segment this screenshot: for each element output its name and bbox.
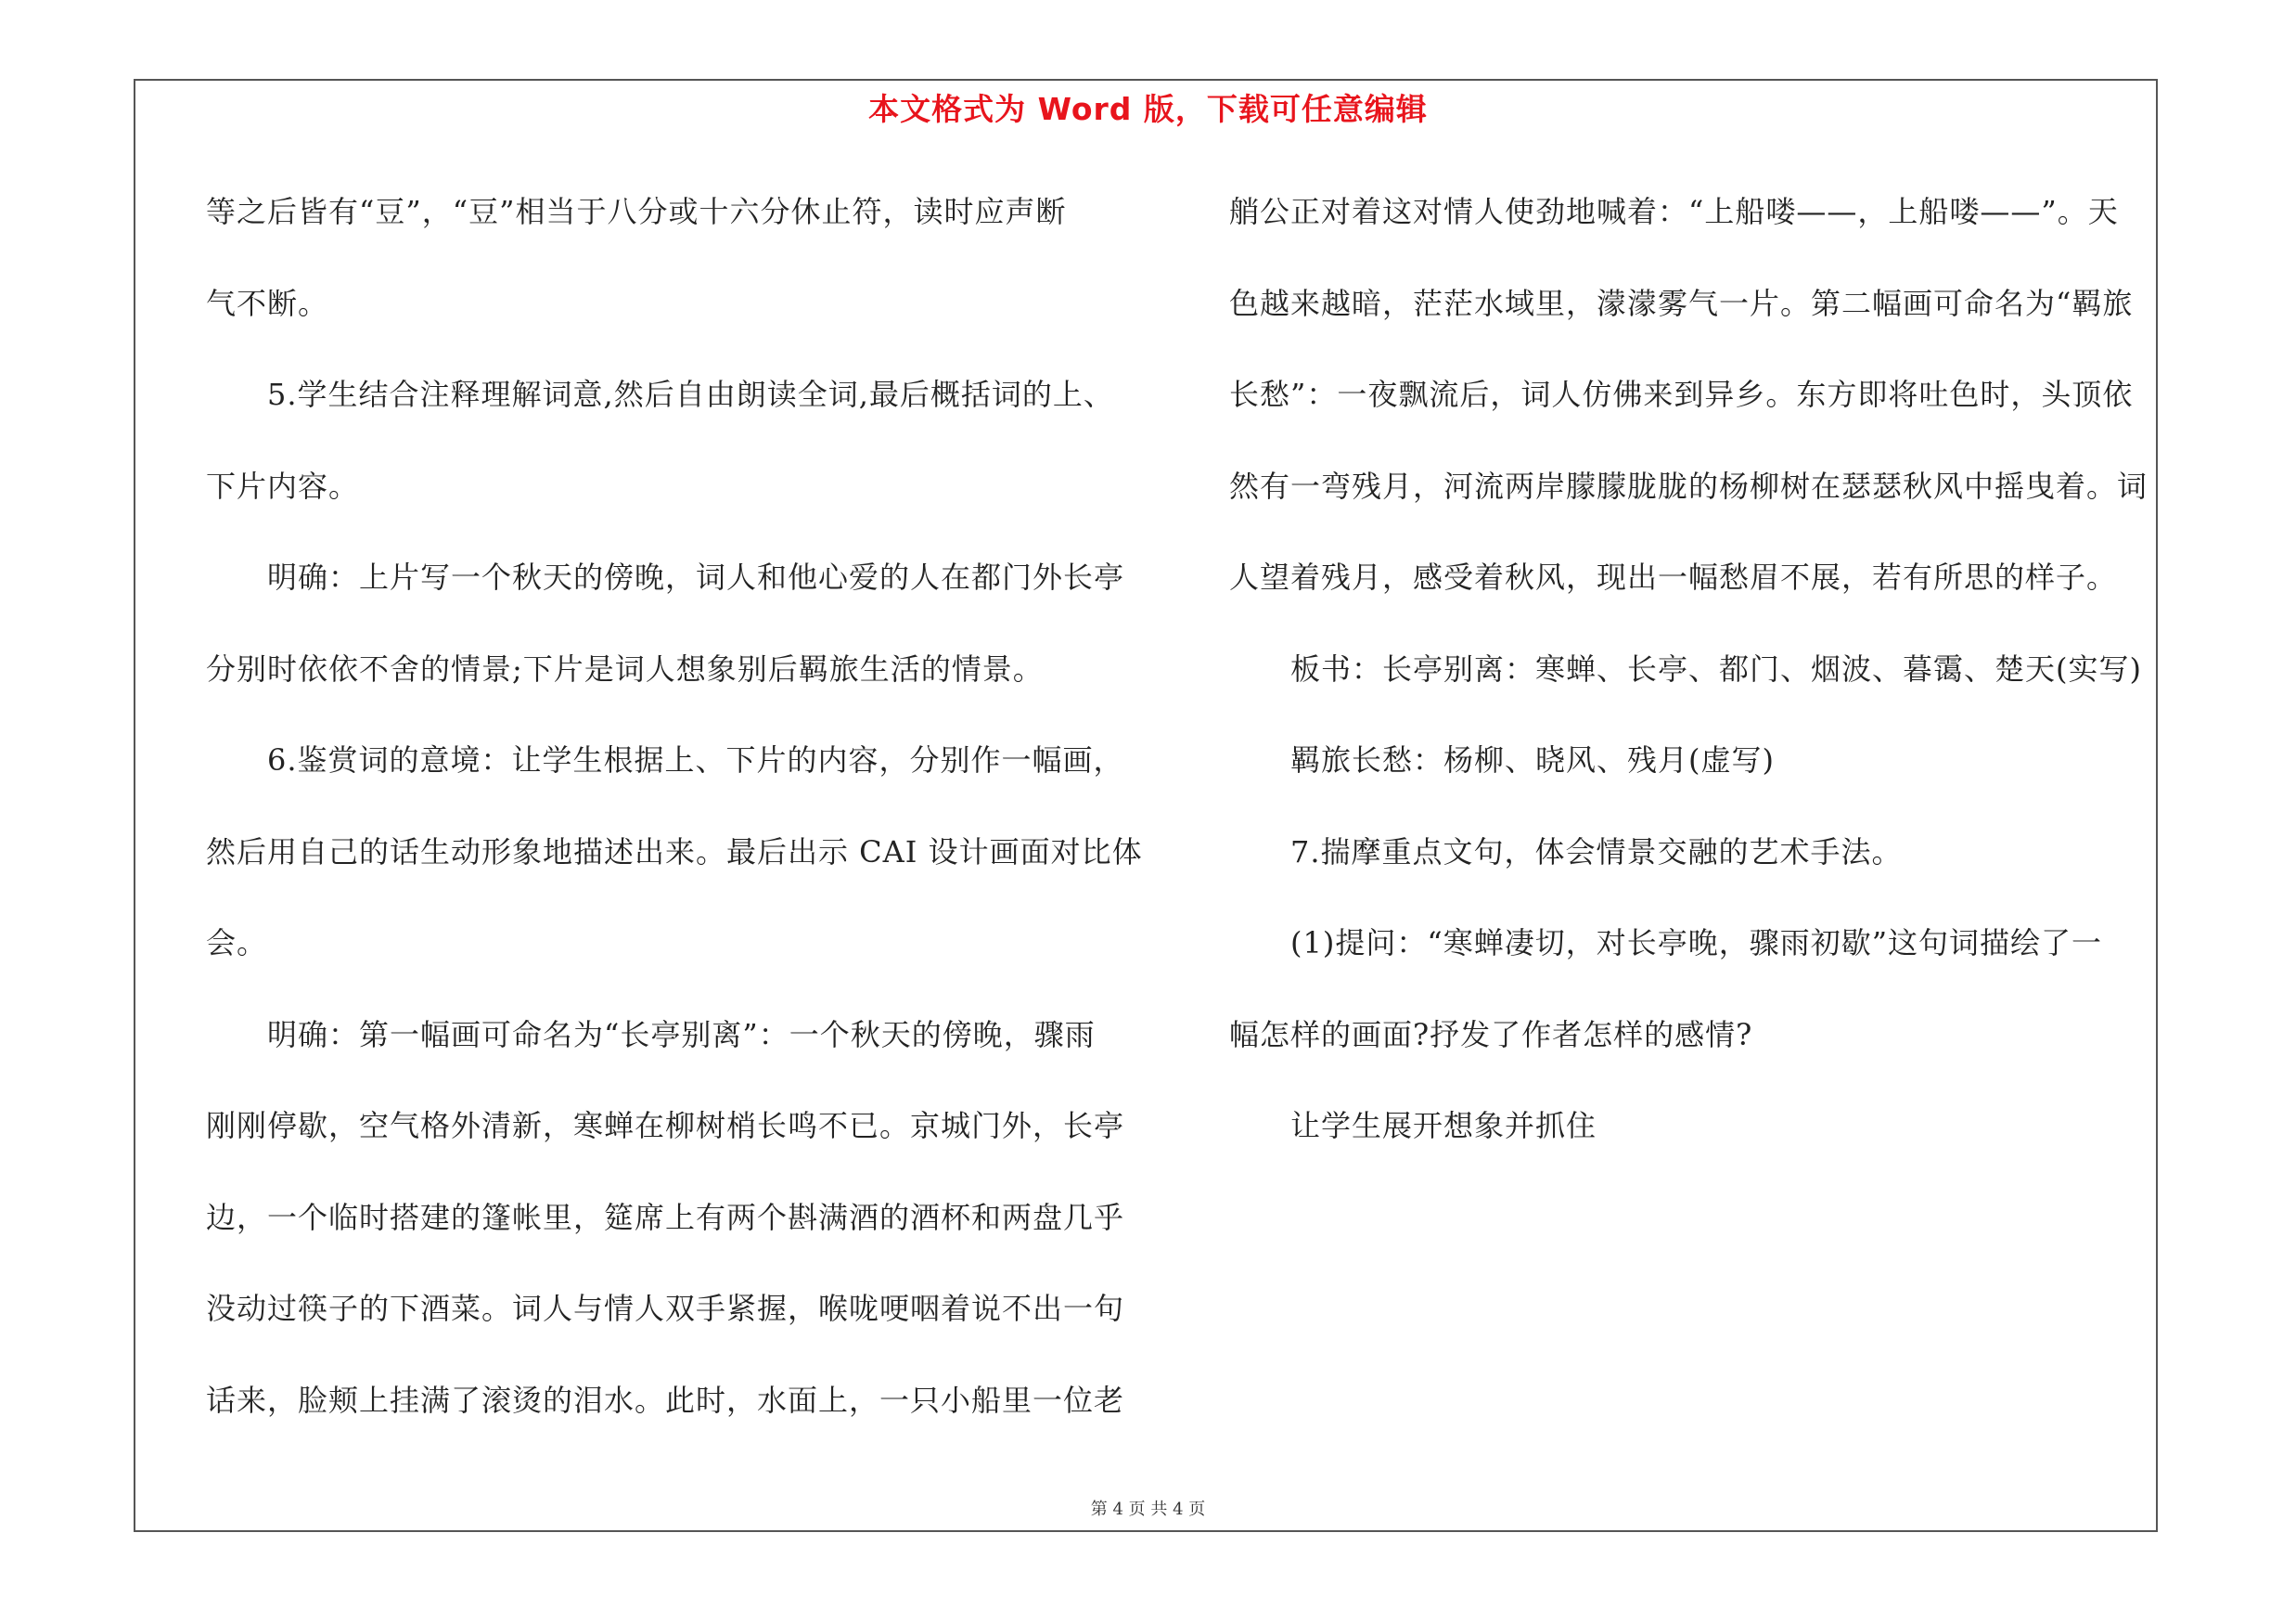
left-line-7: 6.鉴赏词的意境：让学生根据上、下片的内容，分别作一幅画，: [267, 742, 1124, 778]
right-line-4: 然有一弯残月，河流两岸朦朦胧胧的杨柳树在瑟瑟秋风中摇曳着。词: [1229, 468, 2148, 504]
right-line-2: 色越来越暗，茫茫水域里，濛濛雾气一片。第二幅画可命名为“羁旅: [1229, 285, 2134, 321]
left-line-4: 下片内容。: [206, 468, 360, 504]
left-line-10: 明确：第一幅画可命名为“长亭别离”：一个秋天的傍晚，骤雨: [267, 1016, 1096, 1052]
left-line-5: 明确：上片写一个秋天的傍晚，词人和他心爱的人在都门外长亭: [267, 560, 1125, 595]
page-number: 第 4 页 共 4 页: [1090, 1500, 1206, 1519]
left-line-1: 等之后皆有“豆”，“豆”相当于八分或十六分休止符，读时应声断: [206, 194, 1067, 229]
right-column: [1229, 184, 2161, 1190]
right-line-11: 让学生展开想象并抓住: [1290, 1108, 1597, 1143]
right-line-5: 人望着残月，感受着秋风，现出一幅愁眉不展，若有所思的样子。: [1229, 560, 2118, 595]
right-line-6: 板书：长亭别离：寒蝉、长亭、都门、烟波、暮霭、楚天(实写): [1290, 650, 2142, 687]
left-line-11: 刚刚停歇，空气格外清新，寒蝉在柳树梢长鸣不已。京城门外，长亭: [206, 1108, 1125, 1143]
right-line-3: 长愁”：一夜飘流后，词人仿佛来到异乡。东方即将吐色时，头顶依: [1229, 377, 2134, 412]
document-banner: 本文格式为 Word 版，下载可任意编辑: [868, 91, 1428, 127]
left-line-14: 话来，脸颊上挂满了滚烫的泪水。此时，水面上，一只小船里一位老: [206, 1382, 1125, 1418]
left-line-8: 然后用自己的话生动形象地描述出来。最后出示 CAI 设计画面对比体: [206, 833, 1143, 869]
left-line-3: 5.学生结合注释理解词意,然后自由朗读全词,最后概括词的上、: [267, 377, 1114, 412]
right-line-9: (1)提问：“寒蝉凄切，对长亭晚，骤雨初歇”这句词描绘了一: [1290, 925, 2103, 960]
right-line-1: 艄公正对着这对情人使劲地喊着：“上船喽——，上船喽——”。天: [1229, 194, 2119, 229]
left-line-9: 会。: [206, 925, 268, 960]
right-line-7: 羁旅长愁：杨柳、晓风、残月(虚写): [1290, 742, 1775, 778]
left-column: [206, 184, 1143, 1463]
left-line-13: 没动过筷子的下酒菜。词人与情人双手紧握，喉咙哽咽着说不出一句: [206, 1291, 1125, 1326]
left-line-6: 分别时依依不舍的情景;下片是词人想象别后羁旅生活的情景。: [206, 650, 1044, 687]
right-line-10: 幅怎样的画面?抒发了作者怎样的感情?: [1229, 1016, 1753, 1052]
left-line-12: 边，一个临时搭建的篷帐里，筵席上有两个斟满酒的酒杯和两盘几乎: [206, 1199, 1125, 1235]
right-line-8: 7.揣摩重点文句，体会情景交融的艺术手法。: [1290, 833, 1903, 869]
left-line-2: 气不断。: [206, 285, 329, 321]
